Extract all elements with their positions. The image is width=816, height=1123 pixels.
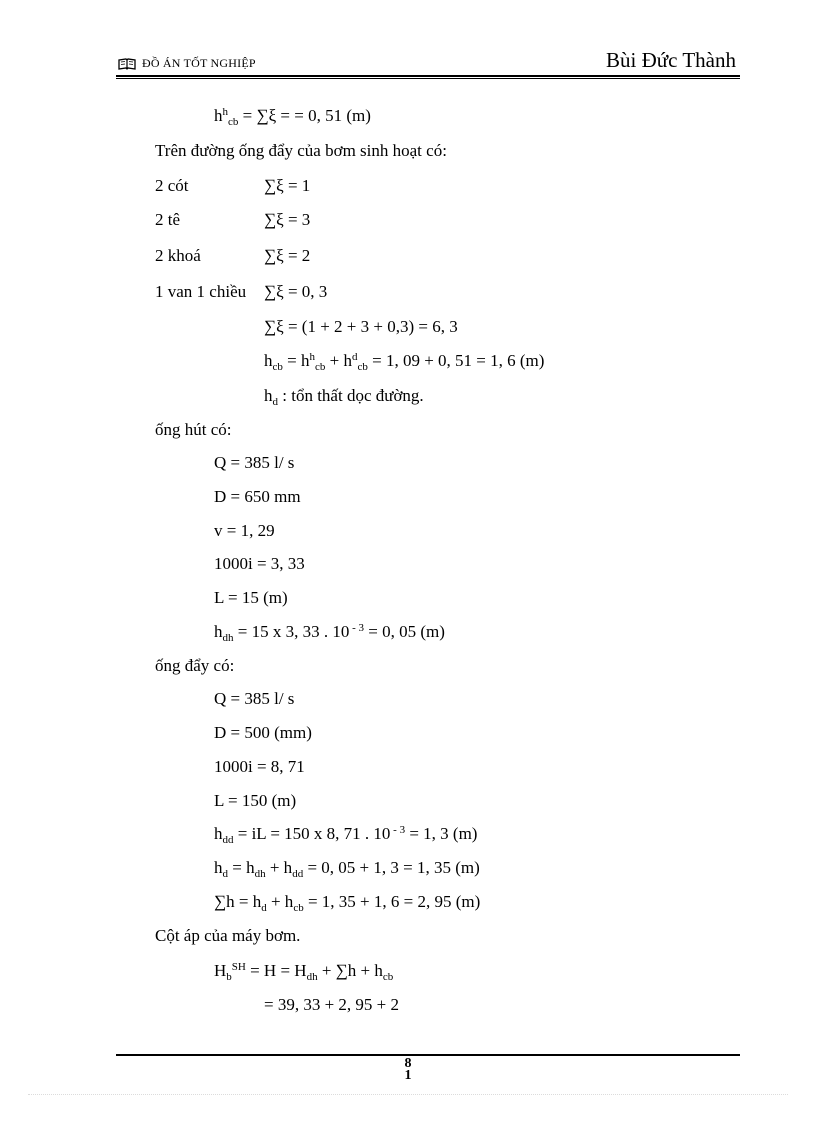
pressure-pipe-intro: Trên đường ống đẩy của bơm sinh hoạt có: xyxy=(155,141,447,160)
press-hdd: $h_{dd}$ = iL = 150 x 8, 71 . 10 $^{- 3}$ = 1, 3 (m) xyxy=(214,824,478,846)
press-D: D = 500 (mm) xyxy=(214,723,312,742)
suction-L: L = 15 (m) xyxy=(214,588,288,607)
suction-D: D = 650 mm xyxy=(214,487,301,506)
item2-label: 2 tê xyxy=(155,210,181,229)
suction-hdh: $h_{dh} = 15$ x 3, 33 . 10 $^{- 3}$ = 0, 05 (m) xyxy=(214,622,445,644)
eq-hcb-total: $h_{cb} = h^h_{cb} + h^d_{cb} = 1$, 09 + 0, 51 = 1, 6 (m) xyxy=(264,351,545,373)
page-edge-dots xyxy=(28,1094,788,1095)
eq-sum-xi: ∑ξ = (1 + 2 + 3 + 0,3) = 6, 3 xyxy=(264,317,458,336)
eq-Hb: $H_b^{SH} = H = H_{dh} + \sum h + h_{cb}$ xyxy=(214,961,394,983)
suction-v: v = 1, 29 xyxy=(214,521,275,540)
head-title: Cột áp của máy bơm. xyxy=(155,926,301,945)
suction-i: 1000i = 3, 33 xyxy=(214,554,305,573)
item4-label: 1 van 1 chiều xyxy=(155,282,247,301)
suction-Q: Q = 385 l/ s xyxy=(214,453,295,472)
press-title: ống đẩy có: xyxy=(155,656,235,675)
item1-value: ∑ξ = 1 xyxy=(264,176,311,195)
item3-value: ∑ξ = 2 xyxy=(264,246,311,265)
item2-value: ∑ξ = 3 xyxy=(264,210,311,229)
eq-sum-h: $\sum h = h_d + h_{cb} = 1$, 35 + 1, 6 = 2, 95 (m) xyxy=(214,892,481,914)
book-icon xyxy=(118,58,136,70)
page-number-bottom: 1 xyxy=(404,1068,412,1083)
hd-note: $h_d$ : tổn thất dọc đường. xyxy=(264,386,424,408)
eq-hd-total: $h_d = h_{dh} + h_{dd} = 0$, 05 + 1, 3 = 1, 35 (m) xyxy=(214,858,480,880)
page-number xyxy=(0,1058,816,1082)
suction-title: ống hút có: xyxy=(155,420,232,439)
press-L: L = 150 (m) xyxy=(214,791,297,810)
header-left xyxy=(118,56,256,71)
footer-rule xyxy=(116,1054,740,1056)
header-title: ĐỒ ÁN TỐT NGHIỆP xyxy=(142,56,256,70)
press-Q: Q = 385 l/ s xyxy=(214,689,295,708)
item1-label: 2 cót xyxy=(155,176,189,195)
header-rule xyxy=(116,75,740,77)
page-number-top: 8 xyxy=(404,1056,412,1071)
header-rule-thin xyxy=(116,78,740,79)
header-author: Bùi Đức Thành xyxy=(606,48,736,72)
press-i: 1000i = 8, 71 xyxy=(214,757,305,776)
eq-hcb-h: $h^h_{cb} = \sum\xi$ = = 0, 51 (m) xyxy=(214,106,371,128)
item3-label: 2 khoá xyxy=(155,246,201,265)
eq-Hb-line2: = 39, 33 + 2, 95 + 2 xyxy=(264,995,400,1014)
item4-value: ∑ξ = 0, 3 xyxy=(264,282,328,301)
